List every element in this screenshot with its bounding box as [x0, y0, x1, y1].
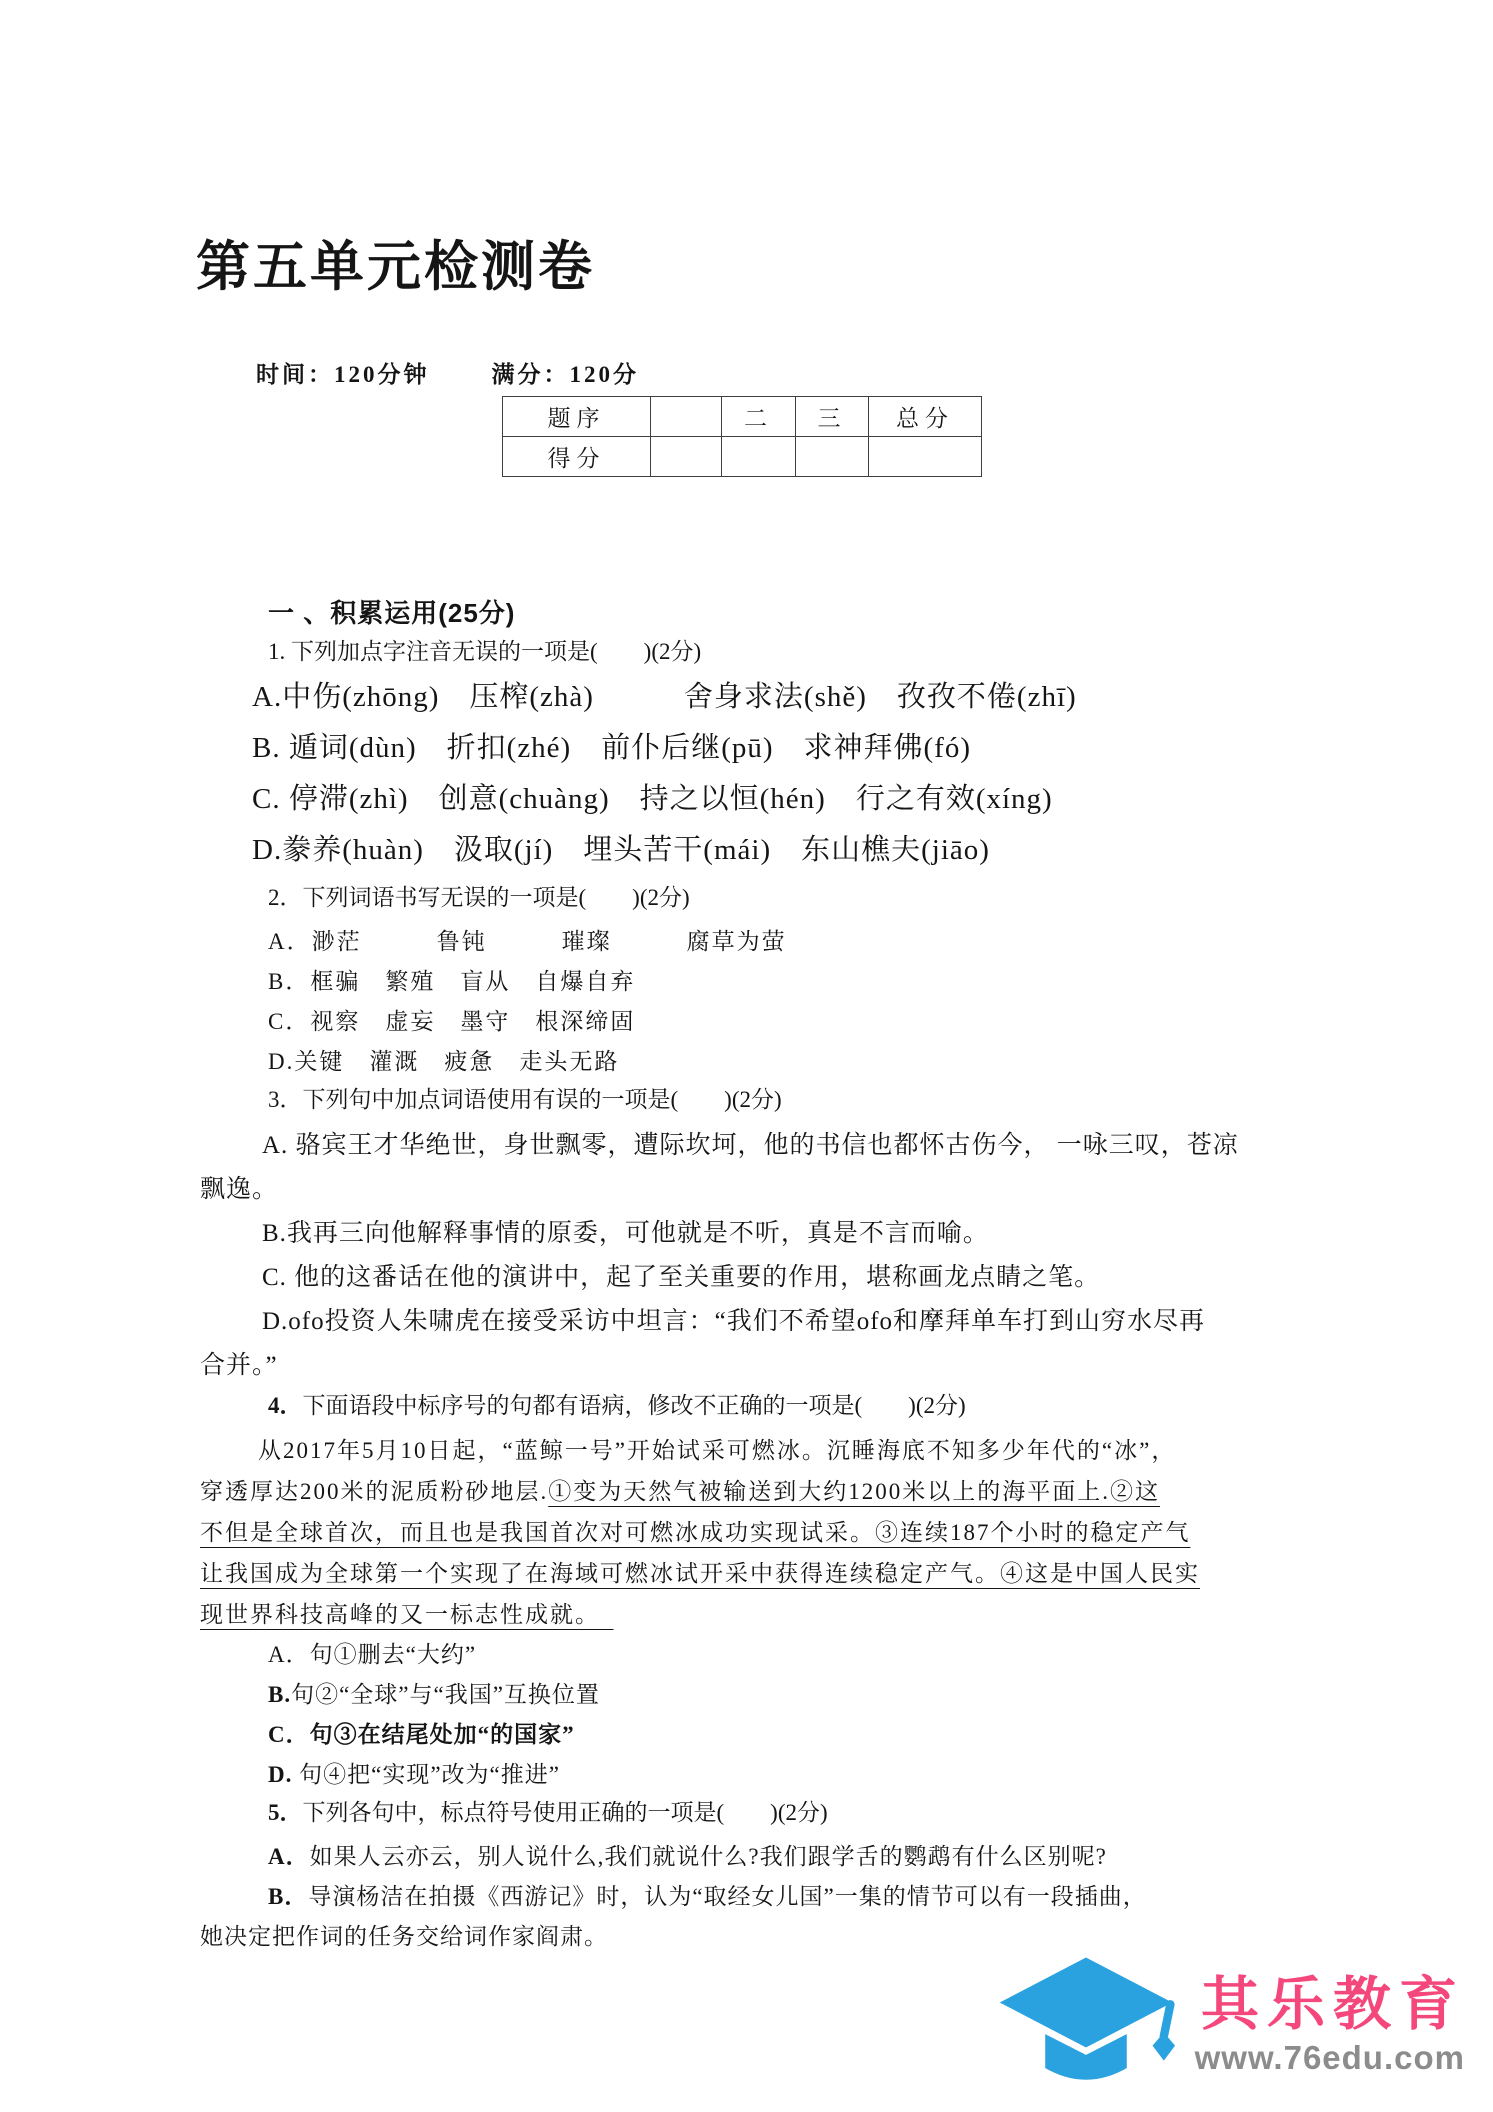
- q4-option-c: C．句③在结尾处加“的国家”: [268, 1722, 575, 1747]
- q3-option-d-line1: D.ofo投资人朱啸虎在接受采访中坦言：“我们不希望ofo和摩拜单车打到山穷水尽再: [262, 1308, 1206, 1335]
- q2-stem: 2．下列词语书写无误的一项是( )(2分): [268, 885, 690, 910]
- q3-option-d-line2: 合并。”: [200, 1352, 278, 1379]
- q3-stem: 3．下列句中加点词语使用有误的一项是( )(2分): [268, 1087, 782, 1112]
- q1-option-b: B. 遁词(dùn) 折扣(zhé) 前仆后继(pū) 求神拜佛(fó): [252, 732, 972, 764]
- score-table-header-cell: [651, 397, 722, 437]
- brand-text-block: [1195, 1972, 1465, 2078]
- q2-option-a: A．渺茫 鲁钝 璀璨 腐草为萤: [268, 929, 787, 954]
- q3-option-a-line2: 飘逸。: [200, 1176, 279, 1203]
- score-table-header-cell: 题序: [503, 397, 651, 437]
- q4-passage-line3: 不但是全球首次，而且也是我国首次对可燃冰成功实现试采。③连续187个小时的稳定产气: [200, 1520, 1191, 1545]
- q4-passage-line1: 从2017年5月10日起，“蓝鲸一号”开始试采可燃冰。沉睡海底不知多少年代的“冰”，: [258, 1438, 1177, 1463]
- q5-stem: [200, 1795, 1390, 1831]
- q4-passage-line4: 让我国成为全球第一个实现了在海域可燃冰试开采中获得连续稳定产气。④这是中国人民实: [200, 1561, 1200, 1586]
- q5-number: 5．: [268, 1800, 303, 1825]
- q4-stem: [200, 1388, 1390, 1424]
- score-table-score-row: [503, 437, 982, 477]
- paper-body: [200, 596, 1390, 1957]
- q4-stem-text: 下面语段中标序号的句都有语病，修改不正确的一项是( )(2分): [302, 1393, 966, 1418]
- score-table-header-cell: 三: [796, 397, 869, 437]
- section1-heading: 一 、积累运用(25分): [268, 598, 516, 628]
- q2-option-c: C．视察 虚妄 墨守 根深缔固: [268, 1009, 636, 1034]
- score-cell-empty: [796, 437, 869, 477]
- graduation-cap-icon: [991, 1950, 1181, 2100]
- score-table-header-cell: 二: [722, 397, 796, 437]
- q4-passage-underlined: ①变为天然气被输送到大约1200米以上的海平面上.②这: [548, 1479, 1160, 1504]
- q5-option-b-line1: B．导演杨洁在拍摄《西游记》时，认为“取经女儿国”一集的情节可以有一段插曲，: [268, 1884, 1147, 1909]
- q1-option-a: A.中伤(zhōng) 压榨(zhà) 舍身求法(shě) 孜孜不倦(zhī): [252, 681, 1077, 713]
- q5-stem-text: 下列各句中，标点符号使用正确的一项是( )(2分): [302, 1800, 828, 1825]
- q3-option-a-line1: A. 骆宾王才华绝世，身世飘零，遭际坎坷，他的书信也都怀古伤今， 一咏三叹，苍凉: [262, 1132, 1239, 1159]
- q3-option-b: B.我再三向他解释事情的原委，可他就是不听，真是不言而喻。: [262, 1220, 989, 1247]
- page-title: 第五单元检测卷: [196, 237, 595, 297]
- q1-stem: 1. 下列加点字注音无误的一项是( )(2分): [268, 639, 702, 664]
- meta-full-score: 满分：120分: [491, 362, 639, 387]
- q3-option-c: C. 他的这番话在他的演讲中，起了至关重要的作用，堪称画龙点睛之笔。: [262, 1264, 1101, 1291]
- q4-option-b: B.句②“全球”与“我国”互换位置: [268, 1682, 600, 1707]
- q4-passage-line2: [200, 1471, 1390, 1512]
- q1-option-d: D.豢养(huàn) 汲取(jí) 埋头苦干(mái) 东山樵夫(jiāo): [252, 834, 990, 866]
- meta-time: 时间：120分钟: [256, 362, 430, 387]
- q4-passage-plain: 穿透厚达200米的泥质粉砂地层.: [200, 1479, 549, 1504]
- score-cell-empty: [651, 437, 722, 477]
- brand-logo: [991, 1950, 1465, 2100]
- score-cell-empty: [869, 437, 982, 477]
- score-row-label: 得分: [503, 437, 651, 477]
- score-table-header-cell: 总分: [869, 397, 982, 437]
- q4-number: 4．: [268, 1393, 303, 1418]
- q4-option-a: A．句①删去“大约”: [268, 1642, 477, 1667]
- q2-option-b: B．框骗 繁殖 盲从 自爆自弃: [268, 969, 636, 994]
- score-table: [502, 396, 982, 477]
- paper-meta: [256, 356, 639, 389]
- score-cell-empty: [722, 437, 796, 477]
- q1-option-c: C. 停滞(zhì) 创意(chuàng) 持之以恒(hén) 行之有效(xíng): [252, 783, 1053, 815]
- brand-url: www.76edu.com: [1194, 2039, 1465, 2076]
- q5-option-b-line2: 她决定把作词的任务交给词作家阎肃。: [200, 1924, 608, 1949]
- q4-option-d: D. 句④把“实现”改为“推进”: [268, 1762, 560, 1787]
- q5-option-a: A．如果人云亦云，别人说什么,我们就说什么?我们跟学舌的鹦鹉有什么区别呢?: [268, 1844, 1107, 1869]
- score-table-header-row: [503, 397, 982, 437]
- q2-option-d: D.关键 灌溉 疲惫 走头无路: [268, 1049, 620, 1074]
- brand-name: 其乐教育: [1200, 1972, 1465, 2037]
- q4-passage-line5: 现世界科技高峰的又一标志性成就。: [200, 1602, 614, 1627]
